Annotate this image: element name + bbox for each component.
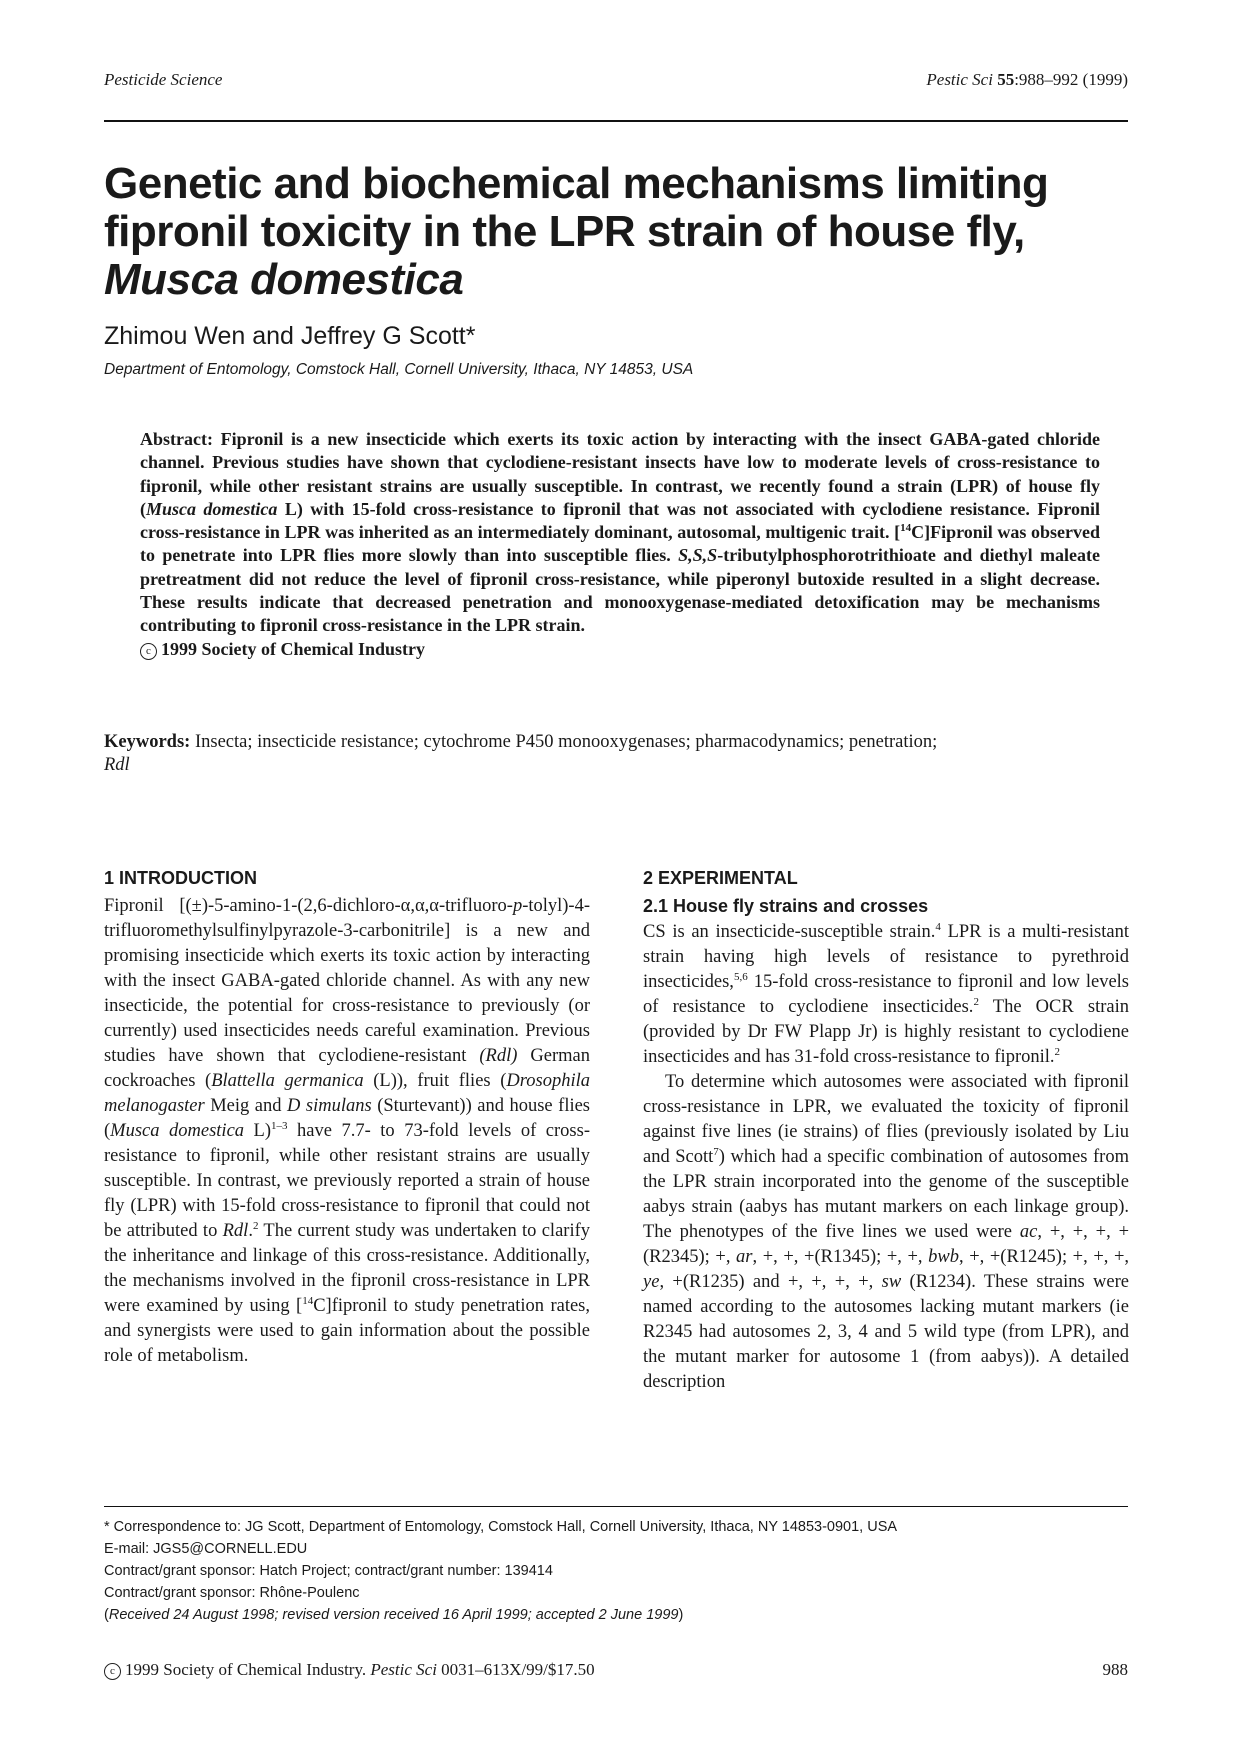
exp-text: To determine which autosomes were associated with fipronil cross-resistance in LPR, we evaluated the toxicity of fipronil against five lines (ie strains) of flies (previously isolated by Liu and Scott	[643, 1072, 1129, 1167]
received-note	[104, 1604, 1134, 1626]
intro-italic: (Rdl)	[479, 1046, 518, 1066]
intro-italic: Drosophila melanogaster	[104, 1071, 590, 1116]
exp-italic: ar	[736, 1247, 753, 1267]
abstract-text-3: C]Fipronil was observed to penetrate into LPR flies more slowly than into susceptible flies.	[140, 522, 1100, 566]
intro-text: C]fipronil to study penetration rates, and synergists were used to gain information about the possible role of metabolism.	[104, 1296, 590, 1366]
experimental-paragraph-1	[643, 920, 1129, 1070]
footer-journal: Pestic Sci	[370, 1660, 437, 1679]
abstract-text-1: Fipronil is a new insecticide which exerts its toxic action by interacting with the insect GABA-gated chloride channel. Previous studies have shown that cyclodiene-resistant insects have low to moderate levels of cross-resistance to fipronil, while other resistant strains are usually susceptible. In contrast, we recently found a strain (LPR) of house fly (	[140, 429, 1100, 519]
intro-text: L)	[244, 1121, 272, 1141]
sponsor-note-1: Contract/grant sponsor: Hatch Project; contract/grant number: 139414	[104, 1563, 553, 1579]
intro-text: Fipronil [(±)-5-amino-1-(2,6-dichloro-α,α,α-trifluoro-	[104, 896, 513, 916]
exp-text: , +(R1235) and +, +, +, +,	[659, 1272, 882, 1292]
section-heading-experimental: 2 EXPERIMENTAL	[643, 868, 798, 888]
experimental-column	[643, 866, 1129, 1395]
intro-italic: Blattella germanica	[211, 1071, 364, 1091]
title-species: Musca domestica	[104, 255, 464, 304]
exp-citation: 2	[973, 995, 979, 1008]
email-note: E-mail: JGS5@CORNELL.EDU	[104, 1541, 308, 1557]
header-rule	[104, 120, 1128, 122]
section-heading-introduction: 1 INTRODUCTION	[104, 868, 257, 888]
abstract-label: Abstract:	[140, 429, 213, 449]
correspondence-note: * Correspondence to: JG Scott, Department of Entomology, Comstock Hall, Cornell University, Ithaca, NY 14853-0901, USA	[104, 1519, 898, 1535]
exp-citation: 5,6	[733, 970, 748, 983]
abstract-isotope: 14	[900, 522, 912, 535]
footer-copyright	[104, 1660, 595, 1680]
intro-citation: 1–3	[271, 1119, 288, 1132]
exp-italic: bwb	[928, 1247, 959, 1267]
abstract-body	[140, 428, 1100, 638]
footnote-rule	[104, 1506, 1128, 1507]
intro-text: -tolyl)-4-trifluoromethylsulfinylpyrazole-3-carbonitrile] is a new and promising insecticide which exerts its toxic action by interacting with the insect GABA-gated chloride channel. As with any new insecticide, the potential for cross-resistance to previously (or currently) used insecticides needs careful examination. Previous studies have shown that cyclodiene-resistant	[104, 896, 590, 1066]
keywords-last: Rdl	[104, 755, 130, 775]
intro-text: Meig and	[204, 1096, 288, 1116]
footer-issn: 0031–613X/99/$17.50	[436, 1660, 595, 1679]
intro-text: (Sturtevant)) and house flies (	[104, 1096, 591, 1141]
received-dates: Received 24 August 1998; revised version received 16 April 1999; accepted 2 June 1999	[108, 1607, 679, 1623]
abstract-copyright-text: 1999 Society of Chemical Industry	[161, 638, 425, 659]
intro-column	[104, 866, 590, 1369]
copyright-icon: c	[140, 643, 157, 660]
exp-text: 15-fold cross-resistance to fipronil and low levels of resistance to cyclodiene insecticides.	[643, 972, 1129, 1017]
authors: Zhimou Wen and Jeffrey G Scott*	[104, 322, 476, 350]
exp-citation: 4	[935, 920, 941, 933]
exp-text: (R1234). These strains were named according to the autosomes lacking mutant markers (ie R2345 had autosomes 2, 3, 4 and 5 wild type (from LPR), and the mutant marker for autosome 1 (from aabys)). A detailed description	[643, 1272, 1129, 1392]
exp-italic: ye	[643, 1272, 660, 1292]
sponsor-note-2: Contract/grant sponsor: Rhône-Poulenc	[104, 1585, 360, 1601]
exp-text: CS is an insecticide-susceptible strain.	[643, 922, 936, 942]
citation-pages: :988–992 (1999)	[1014, 70, 1128, 89]
intro-text: (L)), fruit flies (	[363, 1071, 507, 1091]
received-paren-open: (	[104, 1607, 109, 1623]
abstract-species: Musca domestica	[146, 498, 278, 519]
intro-text: have 7.7- to 73-fold levels of cross-resistance to fipronil, while other resistant strains are usually susceptible. In contrast, we previously reported a strain of house fly (LPR) with 15-fold cross-resistance to fipronil that could not be attributed to	[104, 1121, 590, 1241]
journal-citation	[926, 70, 1128, 90]
affiliation: Department of Entomology, Comstock Hall, Cornell University, Ithaca, NY 14853, USA	[104, 361, 694, 378]
intro-citation: 2	[252, 1219, 259, 1232]
keywords-label: Keywords:	[104, 732, 191, 752]
keywords-text: Insecta; insecticide resistance; cytochrome P450 monooxygenases; pharmacodynamics; penetration;	[190, 732, 938, 752]
subsection-heading-strains: 2.1 House fly strains and crosses	[643, 896, 929, 916]
intro-text: German cockroaches (	[104, 1046, 590, 1091]
exp-citation: 7	[713, 1145, 719, 1158]
citation-volume: 55	[997, 70, 1015, 89]
abstract-text-4: -tributylphosphorotrithioate and diethyl maleate pretreatment did not reduce the level of fipronil cross-resistance, while piperonyl butoxide resulted in a slight decrease. These results indicate that decreased penetration and monooxygenase-mediated detoxification may be mechanisms contributing to fipronil cross-resistance in the LPR strain.	[140, 545, 1100, 636]
keywords	[104, 731, 1128, 777]
exp-italic: sw	[881, 1272, 902, 1292]
intro-text: .	[248, 1221, 253, 1241]
exp-italic: ac	[1019, 1222, 1038, 1242]
exp-text: ) which had a specific combination of autosomes from the LPR strain incorporated into the genome of the susceptible aabys strain (aabys has mutant markers on each linkage group). The phenotypes of the five lines we used were	[643, 1147, 1129, 1242]
abstract-sss: S,S,S	[678, 545, 718, 566]
title-main: Genetic and biochemical mechanisms limiting fipronil toxicity in the LPR strain of house fly,	[104, 159, 1049, 256]
intro-isotope: 14	[302, 1294, 314, 1307]
abstract	[140, 428, 1100, 661]
exp-text: , +, +, +(R1345); +, +,	[752, 1247, 929, 1267]
footer-copyright-text: 1999 Society of Chemical Industry.	[125, 1660, 371, 1679]
exp-text: The OCR strain (provided by Dr FW Plapp Jr) is highly resistant to cyclodiene insecticides and has 31-fold cross-resistance to fipronil.	[643, 997, 1129, 1067]
article-title	[104, 160, 1134, 304]
intro-text: The current study was undertaken to clarify the inheritance and linkage of this cross-resistance. Additionally, the mechanisms involved in the fipronil cross-resistance in LPR were examined by using [	[104, 1221, 590, 1316]
abstract-copyright	[140, 638, 1100, 661]
exp-citation: 2	[1054, 1045, 1061, 1058]
intro-paragraph	[104, 894, 590, 1369]
citation-journal: Pestic Sci	[926, 70, 993, 89]
exp-text: , +, +, +, +(R2345); +,	[643, 1222, 1130, 1267]
intro-italic: Rdl	[222, 1221, 249, 1241]
page-number: 988	[1102, 1660, 1128, 1679]
abstract-text-2: L) with 15-fold cross-resistance to fipronil that was not associated with cyclodiene resistance. Fipronil cross-resistance in LPR was inherited as an intermediately dominant, autosomal, multigenic trait. [	[140, 498, 1101, 543]
intro-italic: p	[512, 896, 523, 916]
footnotes	[104, 1516, 1134, 1626]
experimental-paragraph-2	[643, 1070, 1129, 1395]
exp-text: , +, +(R1245); +, +, +,	[958, 1247, 1130, 1267]
received-paren-close: )	[678, 1607, 684, 1623]
exp-text: LPR is a multi-resistant strain having high levels of resistance to pyrethroid insecticides,	[643, 922, 1129, 992]
copyright-icon: c	[104, 1663, 121, 1680]
journal-name: Pesticide Science	[104, 70, 223, 89]
intro-italic: D simulans	[287, 1096, 372, 1116]
intro-italic: Musca domestica	[110, 1121, 245, 1141]
